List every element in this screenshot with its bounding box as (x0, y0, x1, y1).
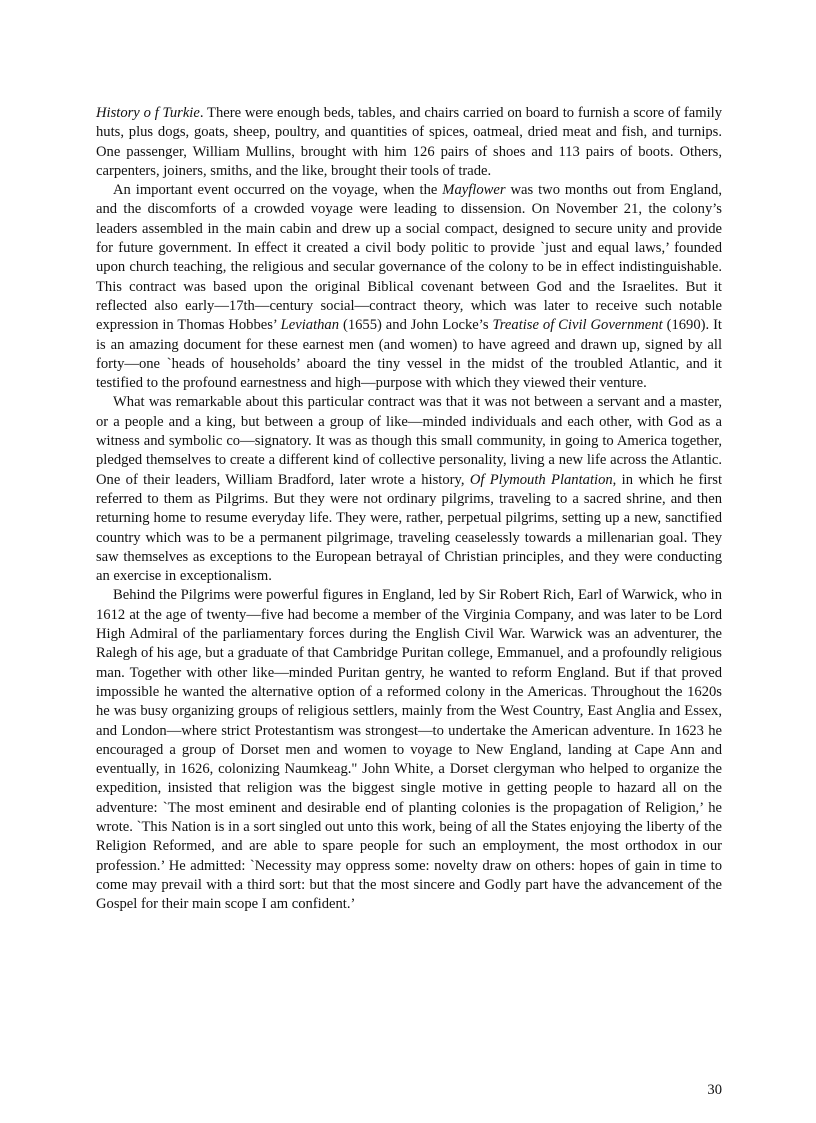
italic-title: Leviathan (280, 317, 340, 334)
italic-title: History o f Turkie (96, 105, 200, 121)
text-run: , in which he first referred to them as Pilgrims. But they were not ordinary pilgrims, traveling to a sacred shrine, and then returning home to resume everyday life. They were, rather, perpetual pilgrims, setting up a new, sanctified country which was to be a permanent pilgrimage, traveling ceaselessly towards a millenarian goal. They saw themselves as exceptions to the European betrayal of Christian principles, and they were conducting an exercise in exceptionalism. (96, 471, 723, 585)
text-run: An important event occurred on the voyage, when the (113, 182, 443, 199)
body-text (96, 104, 722, 914)
text-run: What was remarkable about this particular contract was that it was not between a servant and a master, or a people and a king, but between a group of like—minded individuals and each other, with God as a witness and symbolic co—signatory. It was as though this small community, in going to America together, pledged themselves to create a different kind of collective personality, living a new life across the Atlantic. One of their leaders, William Bradford, later wrote a history, (96, 394, 722, 488)
text-run: (1655) and John Locke’s (339, 317, 493, 334)
paragraph-warwick-puritans (96, 586, 722, 914)
page-number: 30 (707, 1082, 722, 1098)
italic-title: Treatise of Civil Government (492, 317, 663, 334)
paragraph-mayflower-compact (96, 181, 722, 393)
italic-title: Mayflower (442, 182, 506, 199)
paragraph-cargo (96, 104, 722, 181)
text-run: (1690). It is an amazing document for these earnest men (and women) to have agreed and drawn up, signed by all forty—one `heads of households’ aboard the tiny vessel in the midst of the troubled Atlantic, and it testified to the profound earnestness and high—purpose with which they viewed their venture. (96, 317, 722, 392)
text-run: was two months out from England, and the discomforts of a crowded voyage were leading to dissension. On November 21, the colony’s leaders assembled in the main cabin and drew up a social compact, designed to secure unity and provide for future government. In effect it created a civil body politic to provide `just and equal laws,’ founded upon church teaching, the religious and secular governance of the colony to be in effect indistinguishable. This contract was based upon the original Biblical covenant between God and the Israelites. But it reflected also early—17th—century social—contract theory, which was later to receive such notable expression in Thomas Hobbes’ (96, 182, 722, 334)
paragraph-contract-pilgrims (96, 393, 722, 586)
text-run: . There were enough beds, tables, and chairs carried on board to furnish a score of family huts, plus dogs, goats, sheep, poultry, and quantities of spices, oatmeal, dried meat and fish, and turnips. One passenger, William Mullins, brought with him 126 pairs of shoes and 113 pairs of boots. Others, carpenters, joiners, smiths, and the like, brought their tools of trade. (96, 105, 722, 179)
italic-title: Of Plymouth Plantation (469, 471, 613, 488)
text-run: Behind the Pilgrims were powerful figures in England, led by Sir Robert Rich, Earl of Warwick, who in 1612 at the age of twenty—five had become a member of the Virginia Company, and was later to be Lord High Admiral of the parliamentary forces during the English Civil War. Warwick was an adventurer, the Ralegh of his age, but a graduate of that Cambridge Puritan college, Emmanuel, and a profoundly religious man. Together with other like—minded Puritan gentry, he wanted to reform England. But if that proved impossible he wanted the alternative option of a reformed colony in the Americas. Throughout the 1620s he was busy organizing groups of religious settlers, mainly from the West Country, East Anglia and Essex, and London—where strict Protestantism was strongest—to undertake the American adventure. In 1623 he encouraged a group of Dorset men and women to voyage to New England, landing at Cape Ann and eventually, in 1626, colonizing Naumkeag." John White, a Dorset clergyman who helped to organize the expedition, insisted that religion was the biggest single motive in getting people to hazard all on the adventure: `The most eminent and desirable end of planting colonies is the propagation of Religion,’ he wrote. `This Nation is in a sort singled out unto this work, being of all the States enjoying the liberty of the Religion Reformed, and are able to spare people for such an employment, the most orthodox in our profession.’ He admitted: `Necessity may oppress some: novelty draw on others: hopes of gain in time to come may prevail with a third sort: but that the most sincere and Godly part have the advancement of the Gospel for their main scope I am confident.’ (96, 587, 722, 913)
